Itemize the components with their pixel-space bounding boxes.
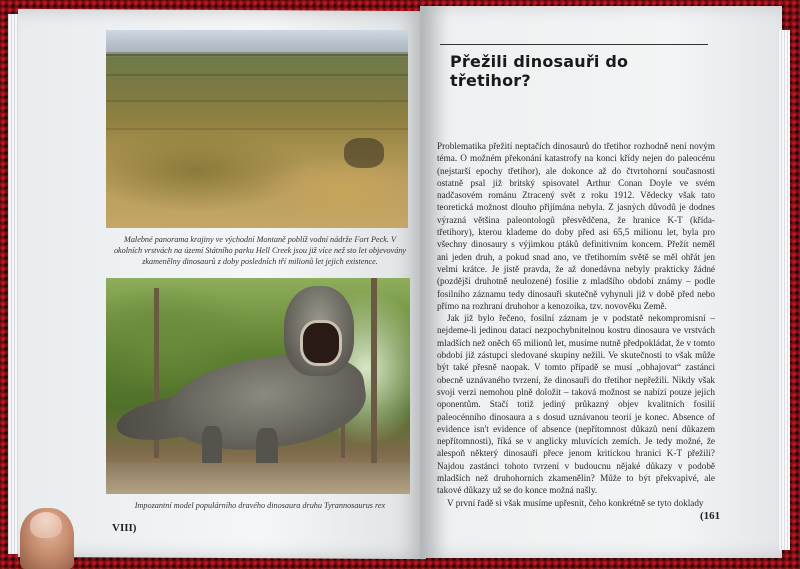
ground (106, 463, 410, 494)
shadowed-rock (344, 138, 384, 168)
thumbnail (30, 512, 62, 538)
sky (106, 30, 408, 52)
paragraph: Problematika přežití neptačích dinosaurů do třetihor rozhodně není novým téma. O možném překonání katastrofy na konci křídy nejen do paleocénu (nejstarší epochy třetihor), ale dokonce až do čtvrtohorní současnosti ostatně psal již britský spisovatel Arthur Conan Doyle ve svém nadčasovém románu Ztracený svět z roku 1912. Vědecky však tato teoretická možnost dlouho přijímána nebyla. Z jasných důvodů je dodnes výrazná většina paleontologů přesvědčena, že hranice K-T (křída-třetihory), kterou klademe do doby před asi 65,5 milionu let, byla pro všechny dinosaury s výjimkou ptáků definitivním koncem. Přežít neměl ani jeden druh, a pokud snad ano, ve třetihorním světě se měl ohřát jen velmi krátce. Je jistě pravda, že až donedávna nebyly prakticky žádné (pozdější druhotně neulozené) fosilie z mladšího období známy – podle fosilního záznamu tedy dinosauři skutečně vyhynuli již v době před nebo přímo na rozhraní druhohor a kenozoika, tzv. novověku Země. (437, 141, 715, 311)
right-page-number: (161 (700, 510, 721, 522)
badlands-landscape-photo (106, 30, 408, 228)
right-page-edges (778, 30, 790, 550)
landscape-caption: Malebné panorama krajiny ve východní Montaně poblíž vodní nádrže Fort Peck. V okolních vrstvách na území Státního parku Hell Creek jsou již více než sto let objevovány zkamenělny dinosaurů z doby posledních tří milionů let jejich existence. (113, 235, 407, 266)
tyrannosaurus-caption: Impozantní model populárního dravého dinosaura druhu Tyrannosaurus rex (134, 501, 386, 510)
left-page-number: VIII) (112, 522, 137, 534)
chapter-body (437, 140, 715, 509)
dinosaur-open-mouth (300, 320, 342, 366)
paragraph: V první řadě si však musíme upřesnit, čeho konkrétně se tyto doklady (447, 497, 704, 508)
tyrannosaurus-photo (106, 278, 410, 494)
paragraph: Jak již bylo řečeno, fosilní záznam je v podstatě nekompromisní – nejdeme-li jedinou datací nezpochybnitelnou kostru dinosaura ve vrstvách mladších než oněch 65 milionů let, musíme nutně předpokládat, že v tomto období již zástupci sledované skupiny nežili. Ve skutečnosti to však může být také přesně naopak. V tomto případě se musí „obhajovat“ zastánci obecně uznávaného tvrzení, že dinosauři do třetihor nepřežili. Nikdy však svoji verzi nemohou plně doložit – taková možnost se nabízí pouze jejich oponentům. Stačí totiž jediný průkazný objev kvalitních fosilií paleocénního dinosaura a s dosud uznávanou teorií je konec. Absence of evidence isn't evidence of absence (nepřítomnost důkazů není důkazem nepřítomnosti), říká se v anglicky mluvících zemích. Je tedy možné, že alespoň některý dinosauři přece jenom kritickou hranici K-T přežili? Najdou zastánci tohoto tvrzení v budoucnu nějaké důkazy v podobě mladších než druhohorních zkamenělin? Může to být překvapivé, ale takové důkazy už se do konce možná našly. (437, 313, 715, 496)
tree-trunk (371, 278, 377, 468)
title-rule (440, 44, 708, 45)
chapter-title: Přežili dinosauři do třetihor? (450, 52, 629, 90)
